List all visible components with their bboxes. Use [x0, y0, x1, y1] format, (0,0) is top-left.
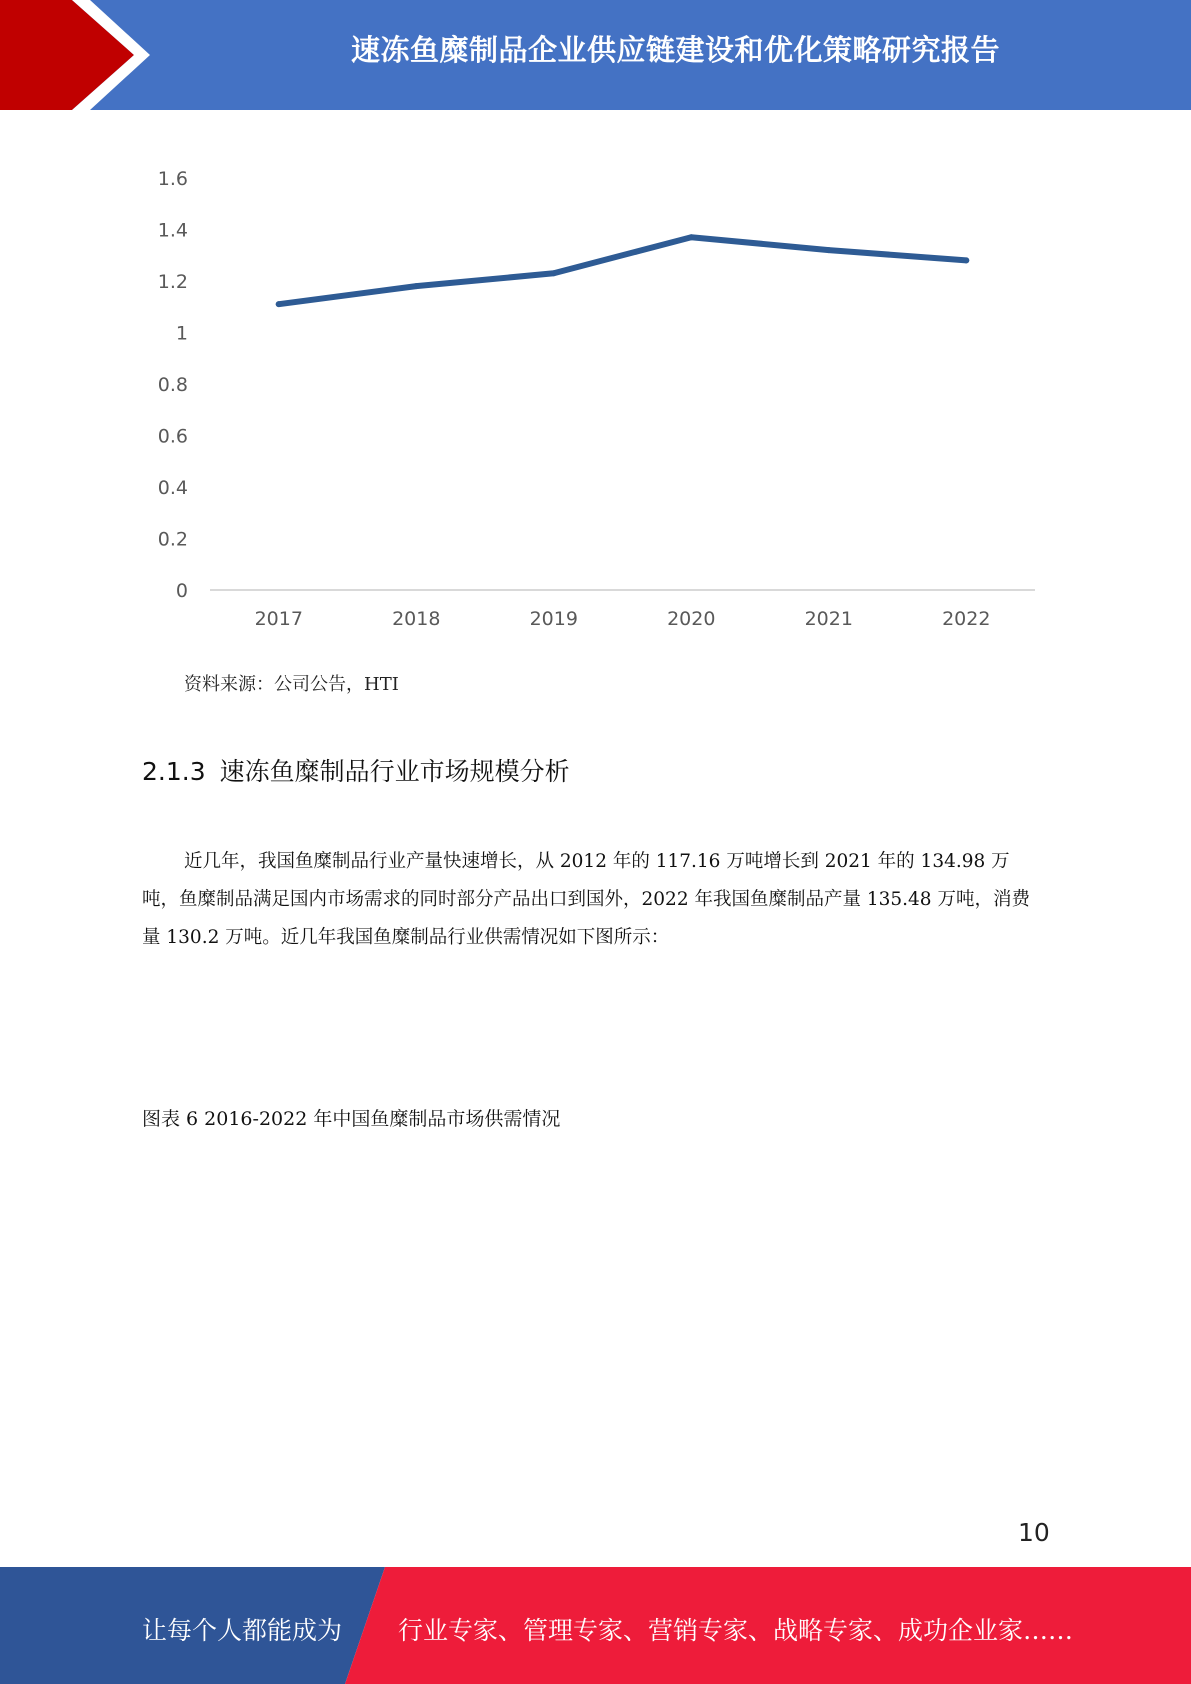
footer-slogan-right: 行业专家、管理专家、营销专家、战略专家、成功企业家……: [398, 1616, 1074, 1645]
header-arrow-decoration: [0, 0, 160, 110]
footer-slogan-left: 让每个人都能成为: [142, 1616, 343, 1645]
source-note: 资料来源：公司公告，HTI: [184, 674, 399, 695]
y-tick-label: 0.8: [157, 374, 188, 396]
y-tick-label: 0.4: [157, 477, 188, 499]
data-point-2022: [963, 257, 969, 263]
report-title: 速冻鱼糜制品企业供应链建设和优化策略研究报告: [350, 33, 1000, 67]
section-heading: [142, 752, 570, 788]
x-tick-label: 2021: [804, 608, 853, 630]
x-tick-label: 2019: [529, 608, 578, 630]
section-title: 速冻鱼糜制品行业市场规模分析: [219, 757, 570, 786]
x-tick-label: 2022: [942, 608, 991, 630]
data-point-2017: [276, 301, 282, 307]
header-bar: [0, 0, 1191, 110]
line-chart: [140, 150, 1060, 640]
figure-caption: 图表 6 2016-2022 年中国鱼糜制品市场供需情况: [142, 1108, 561, 1130]
section-number: 2.1.3: [142, 757, 206, 786]
page-number: 10: [1018, 1518, 1050, 1547]
body-paragraph: 近几年，我国鱼糜制品行业产量快速增长，从 2012 年的 117.16 万吨增长到 2021 年的 134.98 万吨，鱼糜制品满足国内市场需求的同时部分产品出口到国外，2022 年我国鱼糜制品产量 135.48 万吨，消费量 130.2 万吨。近几年我国鱼糜制品行业供需情况如下图所示：: [142, 851, 1030, 948]
y-tick-label: 1.2: [157, 271, 188, 293]
data-point-2021: [826, 247, 832, 253]
x-tick-label: 2018: [392, 608, 441, 630]
y-tick-label: 1.6: [157, 168, 188, 190]
series-line: [279, 237, 967, 304]
data-point-2020: [688, 234, 694, 240]
chart-canvas: [140, 150, 1060, 640]
y-tick-label: 0.2: [157, 528, 188, 551]
data-point-2018: [413, 283, 419, 289]
x-tick-label: 2017: [254, 608, 303, 630]
y-tick-label: 0: [175, 580, 188, 602]
y-tick-label: 0.6: [157, 425, 188, 448]
y-tick-label: 1: [175, 322, 188, 345]
y-tick-label: 1.4: [157, 219, 188, 242]
data-point-2019: [551, 270, 557, 276]
x-tick-label: 2020: [667, 608, 716, 630]
